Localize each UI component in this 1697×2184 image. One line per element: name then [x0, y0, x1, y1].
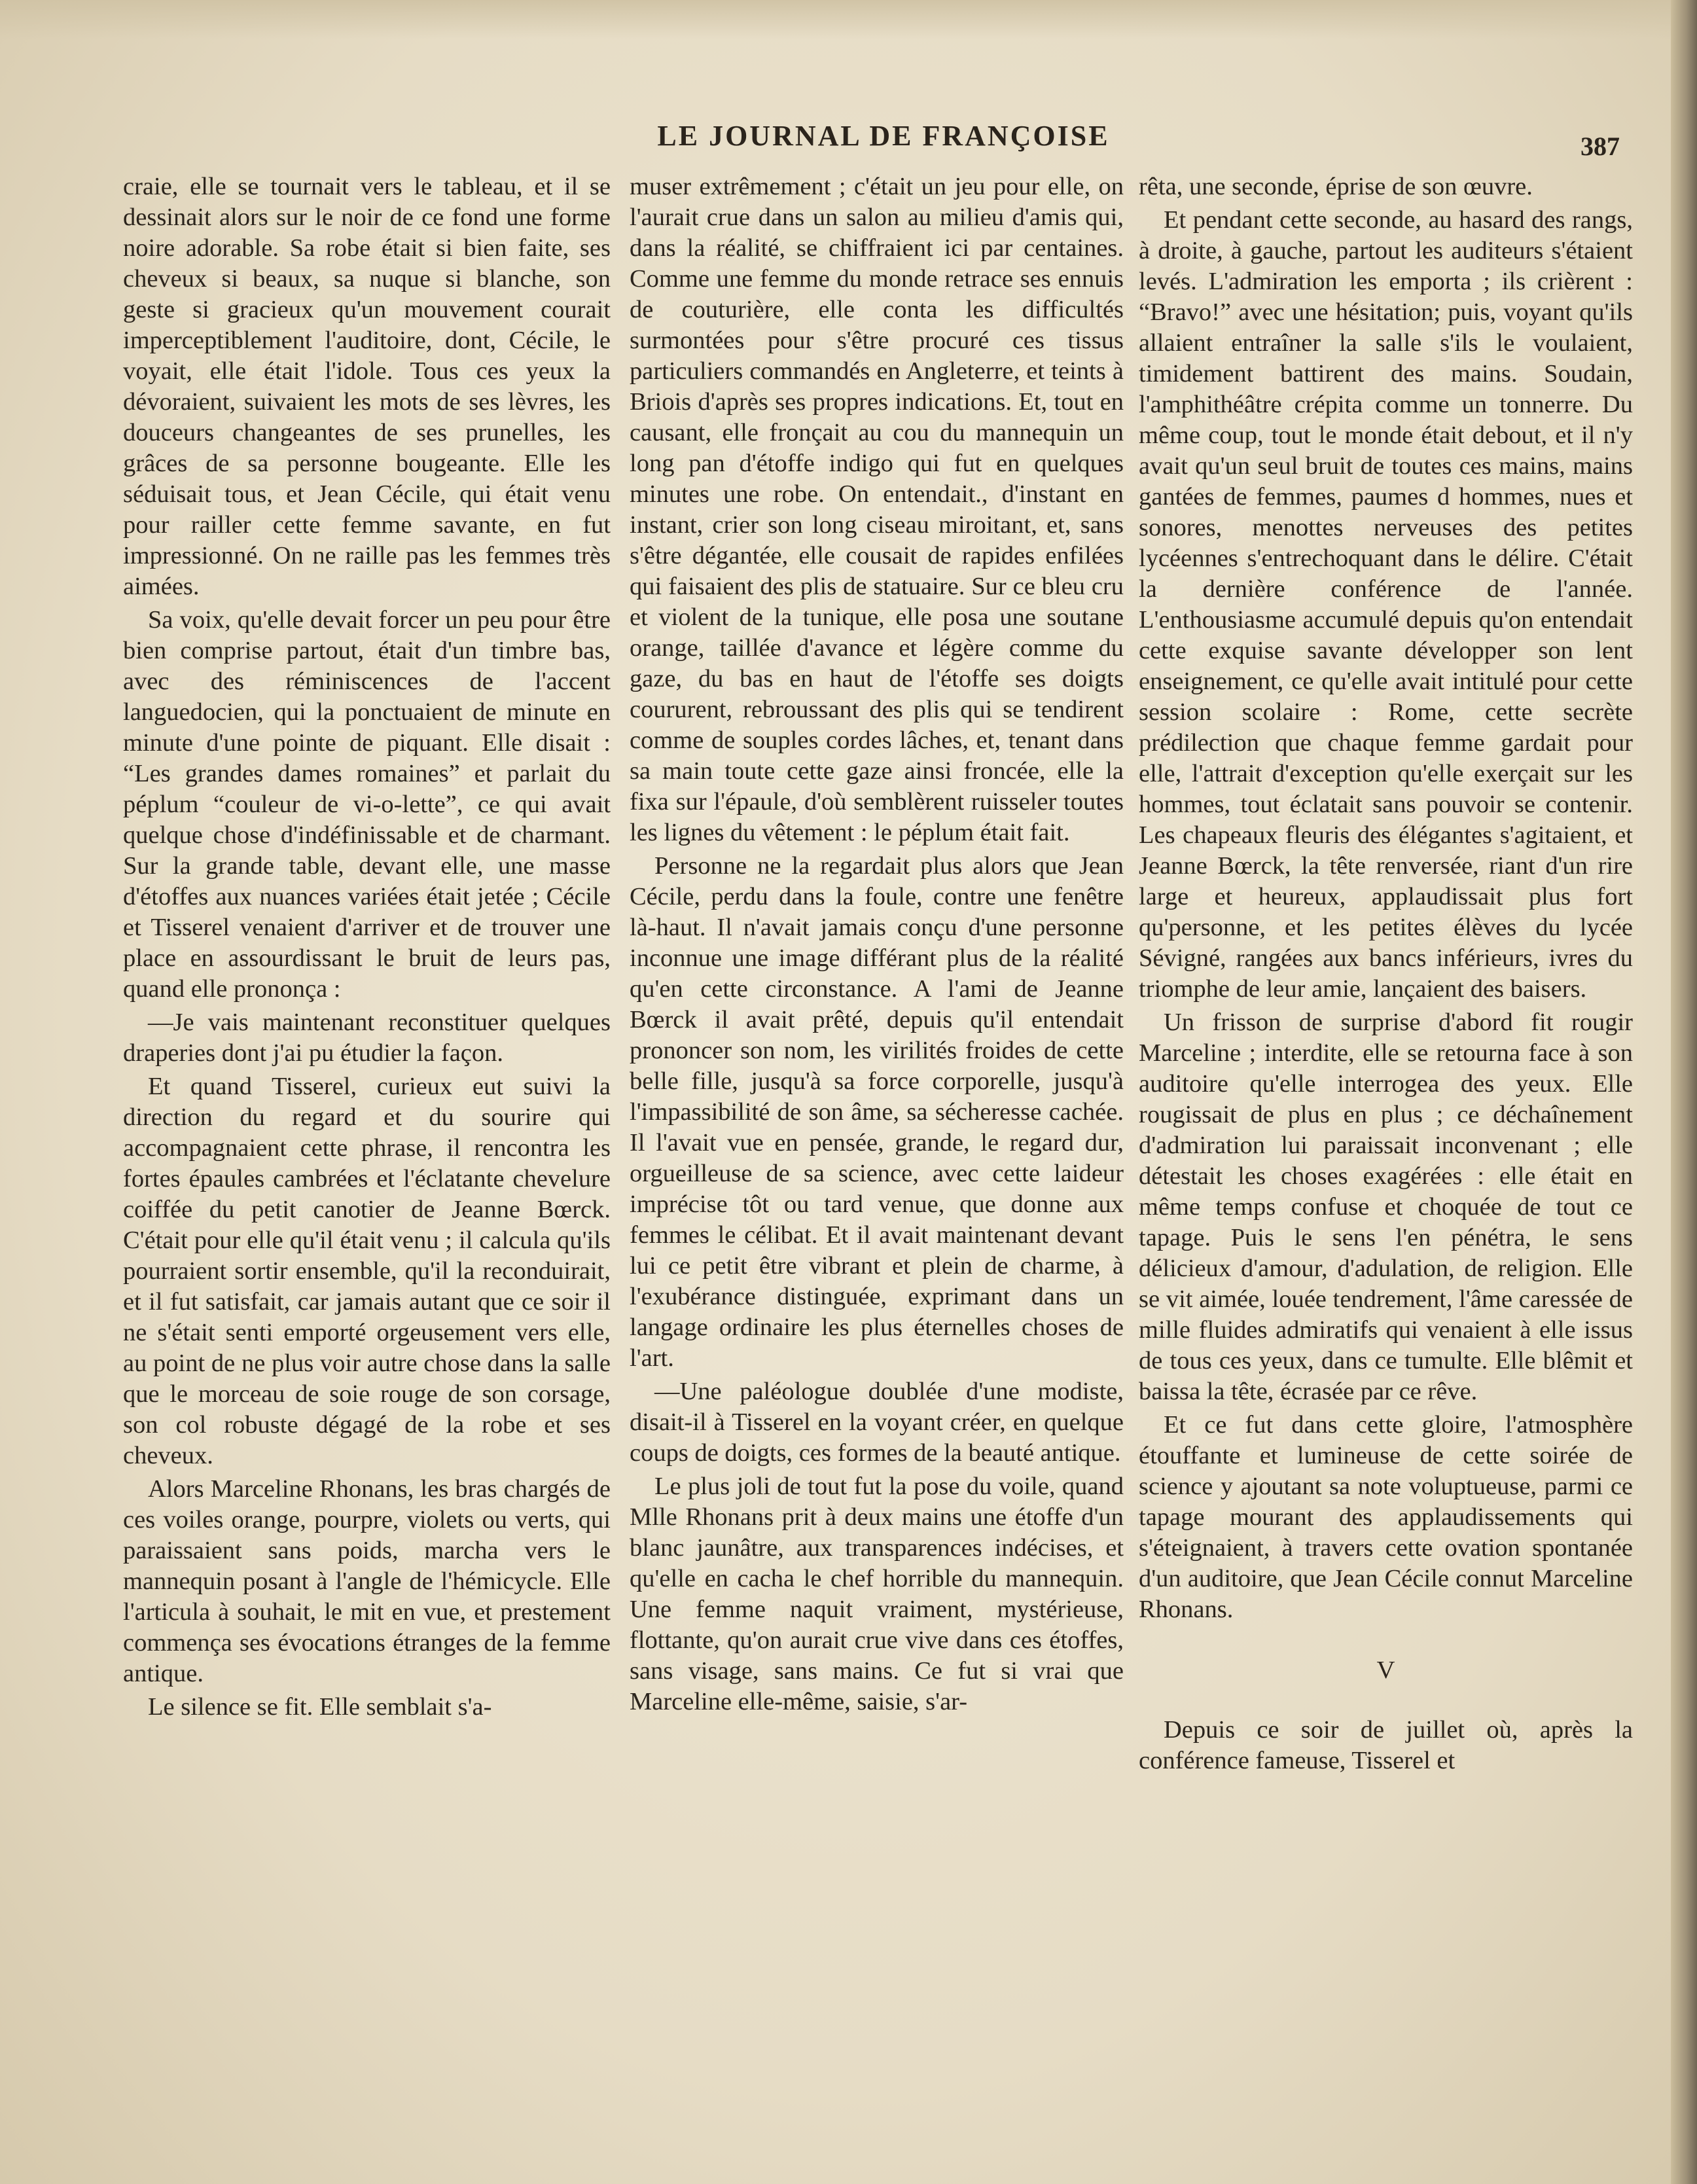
paragraph: muser extrêmement ; c'était un jeu pour elle, on l'aurait crue dans un salon au milieu d'amis qui, dans la réalité, se chiffraient ici par centaines. Comme une femme du monde retracе ses ennuis de couturière, elle conta les difficultés surmontées pour s'être procuré ces tissus particuliers commandés en Angleterre, et teints à Briois d'après ses propres indications. Et, tout en causant, elle fronçait au cou du mannequin un long pan d'étoffe indigo qui fut en quelques minutes une robe. On entendait., d'instant en instant, crier son long ciseau miroitant, et, sans s'être dégantée, elle cousait de rapides enfilées qui faisaient des plis de statuaire. Sur ce bleu cru et violent de la tunique, elle posa une soutane orange, taillée d'avance et légère comme du gaze, du bas en haut de l'étoffe ses doigts coururent, rebroussant des plis qui se tendirent comme de souples cordes lâches, et, tenant dans sa main toute cette gaze ainsi froncée, elle la fixa sur l'épaule, d'où semblèrent ruisseler toutes les lignes du vêtement : le péplum était fait. — [630, 173, 1124, 846]
page-number: 387 — [1581, 132, 1620, 161]
page-top-edge — [0, 0, 1697, 39]
text-column-3 — [1139, 171, 1633, 2096]
running-head-title: LE JOURNAL DE FRANÇOISE — [657, 120, 1110, 152]
paragraph: Sa voix, qu'elle devait forcer un peu pour être bien comprise partout, était d'un timbre bas, avec des réminiscences de l'accent languedocien, qui la ponctuaient de minute en minute d'une pointe de piquant. Elle disait : “Les grandes dames romaines” et parlait du péplum “couleur de vi-o-lette”, ce qui avait quelque chose d'indéfinissable et de charmant. Sur la grande table, devant elle, une masse d'étoffes aux nuances variées était jetée ; Cécile et Tisserel venaient d'arriver et de trouver une place en assourdissant le bruit de leurs pas, quand elle prononça : — [123, 606, 611, 1003]
chapter-heading: V — [1376, 1656, 1395, 1684]
page-binding-edge — [1671, 0, 1697, 2184]
paragraph: Le silence se fit. Elle semblait s'a- — [148, 1693, 492, 1721]
text-column-2 — [630, 171, 1124, 2096]
text-column-1 — [123, 171, 611, 2096]
paragraph: rêta, une seconde, éprise de son œuvre. — [1139, 173, 1533, 200]
paragraph: —Une paléologue doublée d'une modiste, disait-il à Tisserel en la voyant créer, en quelque coups de doigts, ces formes de la beauté antique. — [630, 1378, 1124, 1467]
paragraph: Depuis ce soir de juillet où, après la conférence fameuse, Tisserel et — [1139, 1716, 1633, 1774]
paragraph: Le plus joli de tout fut la pose du voile, quand Mlle Rhonans prit à deux mains une étoffe d'un blanc jaunâtre, aux transparences indécises, et qu'elle en cacha le chef horrible du mannequin. Une femme naquit vraiment, mystérieuse, flottante, qu'on aurait crue vive dans ces étoffes, sans visage, sans mains. Ce fut si vrai que Marceline elle-même, saisie, s'ar- — [630, 1473, 1124, 1715]
paragraph: Alors Marceline Rhonans, les bras chargés de ces voiles orange, pourpre, violets ou verts, qui paraissaient sans poids, marcha vers le mannequin posant à l'angle de l'hémicycle. Elle l'articula à souhait, le mit en vue, et prestement commença ses évocations étranges de la femme antique. — [123, 1475, 611, 1687]
paragraph: Un frisson de surprise d'abord fit rougir Marceline ; interdite, elle se retourna face à son auditoire qu'elle interrogea des yeux. Elle rougissait de plus en plus ; ce déchaînement d'admiration lui paraissait inconvenant ; elle détestait les choses exagérées : elle était en même temps confuse et choquée de tout ce tapage. Puis le sens l'en pénétra, le sens délicieux d'amour, d'adulation, de religion. Elle se vit aimée, louée tendrement, l'âme caressée de mille fluides admiratifs qui venaient à elle issus de tous ces yeux, dans ce tumulte. Elle blêmit et baissa la tête, écrasée par ce rêve. — [1139, 1009, 1633, 1405]
paragraph: Personne ne la regardait plus alors que Jean Cécile, perdu dans la foule, contre une fenêtre là-haut. Il n'avait jamais conçu d'une personne inconnue une image différant plus de la réalité qu'en cette circonstance. A l'ami de Jeanne Bœrck il avait prêté, depuis qu'il entendait prononcer son nom, les virilités froides de cette belle fille, jusqu'à sa force corporelle, jusqu'à l'impassibilité de son âme, sa sécheresse cachée. Il l'avait vue en pensée, grande, le regard dur, orgueilleuse de sa science, avec cette laideur imprécise tôt ou tard venue, que donne aux femmes le célibat. Et il avait maintenant devant lui ce petit être vibrant et plein de charme, à l'exubérance distinguée, exprimant dans un langage ordinaire les plus éternelles choses de l'art. — [630, 852, 1124, 1372]
paragraph: craie, elle se tournait vers le tableau, et il se dessinait alors sur le noir de ce fond une forme noire adorable. Sa robe était si bien faite, ses cheveux si beaux, sa nuque si blanche, son geste si gracieux qu'un mouvement courait imperceptiblement l'auditoire, dont, Cécile, le voyait, elle était l'idole. Tous ces yeux la dévoraient, suivaient les mots de ses lèvres, les douceurs changeantes de ses prunelles, les grâces de sa personne bougeante. Elle les séduisait tous, et Jean Cécile, qui était venu pour railler cette femme savante, en fut impressionné. On ne raille pas les femmes très aimées. — [123, 173, 611, 600]
paragraph: Et ce fut dans cette gloire, l'atmosphère étouffante et lumineuse de cette soirée de science y ajoutant sa note voluptueuse, parmi ce tapage mourant des applaudissements qui s'éteignaient, à travers cette ovation spontanée d'un auditoire, que Jean Cécile connut Marceline Rhonans. — [1139, 1411, 1633, 1623]
paragraph: Et quand Tisserel, curieux eut suivi la direction du regard et du sourire qui accompagnaient cette phrase, il rencontra les fortes épaules cambrées et l'éclatante chevelure coiffée du petit canotier de Jeanne Bœrck. C'était pour elle qu'il était venu ; il calcula qu'ils pourraient sortir ensemble, qu'il la reconduirait, et il fut satisfait, car jamais autant que ce soir il ne s'était senti emporté orgeusement vers elle, au point de ne plus voir autre chose dans la salle que le morceau de soie rouge de son corsage, son col robuste dégagé de la robe et ses cheveux. — [123, 1073, 611, 1469]
paragraph: Et pendant cette seconde, au hasard des rangs, à droite, à gauche, partout les auditeurs s'étaient levés. L'admiration les emporta ; ils crièrent : “Bravo!” avec une hésitation; puis, voyant qu'ils allaient entraîner la salle s'ils le voulaient, timidement battirent des mains. Soudain, l'amphithéâtre crépita comme un tonnerre. Du même coup, tout le monde était debout, et il n'y avait qu'un seul bruit de toutes ces mains, mains gantées de femmes, paumes d hommes, nues et sonores, menottes nerveuses des petites lycéennes s'entrechoquant dans le délire. C'était la dernière conférence de l'année. L'enthousiasme accumulé depuis qu'on entendait cette exquise savante développer son lent enseignement, ce qu'elle avait intitulé pour cette session scolaire : Rome, cette secrète prédilection que chaque femme gardait pour elle, l'attrait d'exception qu'elle exerçait sur les hommes, tout éclatait sans pouvoir se contenir. Les chapeaux fleuris des élégantes s'agitaient, et Jeanne Bœrck, la tête renversée, riant d'un rire large et heureux, applaudissait plus fort qu'personne, et les petites élèves du lycée Sévigné, rangées aux bancs inférieurs, ivres du triomphe de leur amie, lançaient des baisers. — [1139, 206, 1633, 1003]
paragraph: —Je vais maintenant reconstituer quelques draperies dont j'ai pu étudier la façon. — [123, 1009, 611, 1067]
